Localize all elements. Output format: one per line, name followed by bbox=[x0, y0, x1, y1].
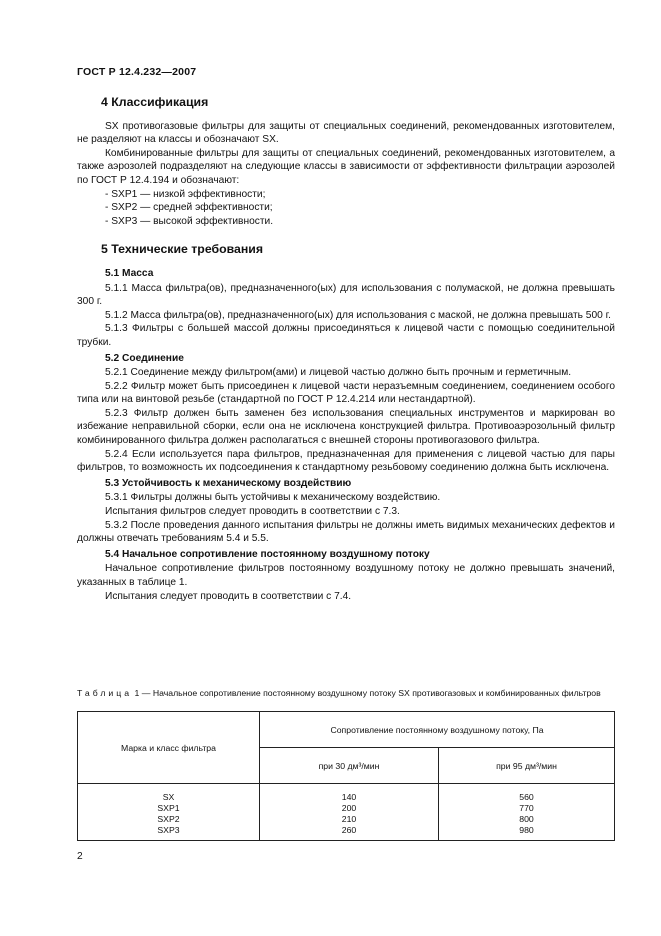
paragraph-5-3-1-test: Испытания фильтров следует проводить в соответствии с 7.3. bbox=[105, 506, 400, 518]
table-cell: SXP3 bbox=[157, 825, 180, 835]
list-item: - SXP3 — высокой эффективности. bbox=[105, 215, 274, 227]
table-cell: 560 bbox=[519, 792, 534, 802]
resistance-table bbox=[77, 711, 615, 841]
section-5-heading: 5 Технические требования bbox=[101, 242, 263, 257]
values-30-cell bbox=[260, 784, 439, 841]
section-5-1-heading: 5.1 Масса bbox=[105, 267, 154, 279]
paragraph-5-1-1: 5.1.1 Масса фильтра(ов), предназначенного(ых) для использования с полумаской, не должна превышать 300 г. bbox=[77, 282, 615, 308]
table-cell: 140 bbox=[341, 792, 357, 802]
section-4-paragraph-2: Комбинированные фильтры для защиты от специальных соединений, рекомендованных изготовителем, а также аэрозолей подразделяют на следующие классы в зависимости от эффективности фильтрации аэрозолей по ГОСТ Р 12.4.194 и обозначают: bbox=[77, 147, 615, 186]
document-header: ГОСТ Р 12.4.232—2007 bbox=[77, 66, 197, 78]
marks-cell bbox=[78, 784, 260, 841]
paragraph-5-2-1: 5.2.1 Соединение между фильтром(ами) и лицевой частью должно быть прочным и герметичным. bbox=[105, 367, 572, 379]
list-item: - SXP1 — низкой эффективности; bbox=[105, 188, 266, 200]
paragraph-5-3-1: 5.3.1 Фильтры должны быть устойчивы к механическому воздействию. bbox=[105, 492, 441, 504]
paragraph-5-2-3: 5.2.3 Фильтр должен быть заменен без использования специальных инструментов и маркирован во избежание неправильной сборки, если она не исключена конструкцией фильтра. Противоаэрозольный фильтр комбинированного фильтра должен располагаться с внешней стороны противогазового фильтра. bbox=[77, 407, 615, 447]
paragraph-5-2-4: 5.2.4 Если используется пара фильтров, предназначенная для применения с лицевой частью для пары фильтров, то возможность их подсоединения к стандартному резьбовому соединению должна быть исключена. bbox=[77, 448, 615, 474]
table-caption-label: Таблица bbox=[77, 688, 133, 698]
table-cell: SXP2 bbox=[157, 814, 180, 824]
table-cell: 800 bbox=[519, 814, 534, 824]
section-4-heading: 4 Классификация bbox=[101, 95, 209, 109]
table-caption-text: 1 — Начальное сопротивление постоянному воздушному потоку SX противогазовых и комбинированных фильтров bbox=[134, 688, 601, 698]
page-number: 2 bbox=[77, 851, 83, 862]
header-cell-group: Сопротивление постоянному воздушному потоку, Па bbox=[260, 712, 615, 748]
table-cell: 770 bbox=[519, 803, 534, 813]
section-5-3-heading: 5.3 Устойчивость к механическому воздействию bbox=[105, 477, 352, 489]
header-cell-30: при 30 дм³/мин bbox=[260, 748, 439, 784]
paragraph-5-1-3: 5.1.3 Фильтры с большей массой должны присоединяться к лицевой части с помощью соединительной трубки. bbox=[77, 323, 615, 348]
header-cell-mark: Марка и класс фильтра bbox=[78, 712, 260, 784]
paragraph-5-4-1: Начальное сопротивление фильтров постоянному воздушному потоку не должно превышать значений, указанных в таблице 1. bbox=[77, 563, 615, 588]
table-cell: 260 bbox=[341, 825, 357, 835]
table-cell: SXP1 bbox=[157, 803, 180, 813]
list-item: - SXP2 — средней эффективности; bbox=[105, 202, 273, 214]
paragraph-5-4-2: Испытания следует проводить в соответствии с 7.4. bbox=[105, 590, 352, 602]
table-cell: 200 bbox=[341, 803, 357, 813]
section-4-paragraph-1: SX противогазовые фильтры для защиты от специальных соединений, рекомендованных изготовителем, не разделяют на классы и обозначают SX. bbox=[77, 120, 615, 146]
section-5-2-heading: 5.2 Соединение bbox=[105, 352, 184, 364]
table-cell: 980 bbox=[519, 825, 534, 835]
paragraph-5-2-2: 5.2.2 Фильтр может быть присоединен к лицевой части неразъемным соединением, соединением особого типа или на винтовой резьбе (стандартной по ГОСТ Р 12.4.214 или нестандартной). bbox=[77, 380, 615, 406]
table-caption bbox=[77, 688, 615, 700]
paragraph-5-1-2: 5.1.2 Масса фильтра(ов), предназначенного(ых) для использования с маской, не должна превышать 500 г. bbox=[105, 309, 611, 321]
table-cell: 210 bbox=[341, 814, 357, 824]
header-cell-95: при 95 дм³/мин bbox=[439, 748, 615, 784]
values-95-cell bbox=[439, 784, 615, 841]
document-body bbox=[77, 96, 615, 603]
paragraph-5-3-2: 5.3.2 После проведения данного испытания фильтры не должны иметь видимых механических дефектов и должны отвечать требованиям 5.4 и 5.5. bbox=[77, 519, 615, 545]
table-cell: SX bbox=[162, 792, 175, 802]
section-5-4-heading: 5.4 Начальное сопротивление постоянному воздушному потоку bbox=[105, 548, 430, 560]
